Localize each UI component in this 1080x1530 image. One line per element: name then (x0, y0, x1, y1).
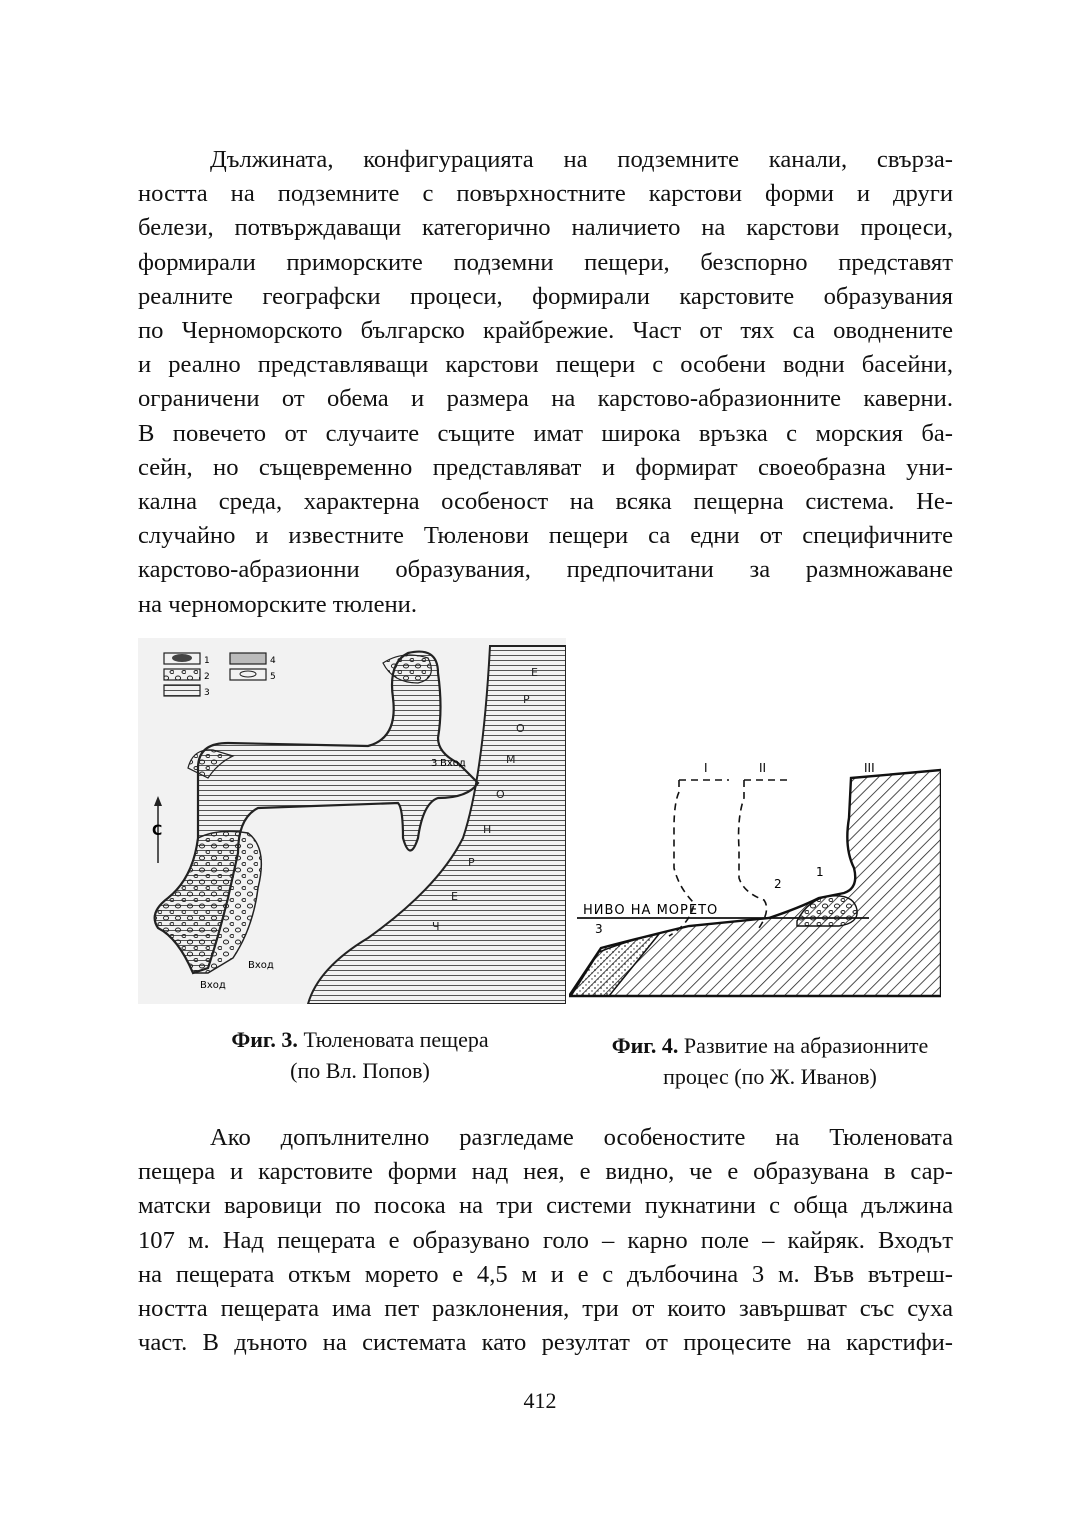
text-line: 107 м. Над пещерата е образувано голо – карно поле – кайряк. Входът (138, 1226, 953, 1254)
text-line: част. В дъното на системата като резултат от процесите на карстифи- (138, 1329, 953, 1357)
entrance-label: Вход (440, 758, 466, 769)
legend-label: 3 (204, 688, 210, 698)
sea-letter: М (506, 753, 516, 766)
label-3: 3 (595, 922, 603, 936)
legend-label: 4 (270, 656, 276, 666)
text-line: на пещерата откъм морето е 4,5 м и е с дълбочина 3 м. Във вътреш- (138, 1260, 953, 1288)
legend-label: 5 (270, 672, 276, 682)
north-label: С (152, 823, 163, 839)
text-line: кална среда, характерна особеност на всяка пещерна система. Не- (138, 488, 953, 516)
sea-letter: Ч (432, 920, 440, 933)
figure-3-caption (180, 1024, 540, 1086)
paragraph-2 (138, 1121, 953, 1360)
text-line: на черноморските тюлени. (138, 590, 417, 618)
sea-level-label: НИВО НА МОРЕТО (583, 903, 719, 918)
page-number: 412 (523, 1388, 557, 1413)
text-line: белези, потвърждаващи категорично наличието на карстови процеси, (138, 214, 953, 242)
sea-letter: Н (483, 823, 492, 836)
text-line: карстово-абразионни образувания, предпочитани за размножаване (138, 556, 953, 584)
profile-II (739, 780, 767, 928)
text-line: формирали приморските подземни пещери, безспорно представят (138, 248, 953, 276)
text-line: Дължината, конфигурацията на подземните канали, свърза- (210, 146, 953, 173)
sea-letter: О (516, 722, 525, 735)
figure-4-caption (570, 1030, 970, 1092)
text-line: пещера и карстовите форми над нея, е видно, че е образувана в сар- (138, 1158, 953, 1186)
sea-letter: Р (523, 693, 530, 706)
sea-letter: О (496, 788, 505, 801)
caption-text: (по Вл. Попов) (290, 1058, 430, 1083)
paragraph-1 (138, 143, 953, 622)
caption-label: Фиг. 3. (231, 1027, 298, 1052)
entrance-label: Вход (248, 960, 274, 971)
text-line: по Черноморското българско крайбрежие. Част от тях са оводнените (138, 317, 953, 345)
text-line: Ако допълнително разгледаме особеностите на Тюленовата (210, 1124, 953, 1151)
label-1: 1 (816, 865, 824, 879)
sea-letter: Е (531, 666, 538, 679)
label-2: 2 (774, 877, 782, 891)
sea-letter: Р (468, 856, 475, 869)
text-line: ността пещерата има пет разклонения, три от които завършват със суха (138, 1295, 953, 1323)
caption-text: Тюленовата пещера (303, 1027, 489, 1052)
caption-label: Фиг. 4. (611, 1033, 679, 1058)
text-line: ността на подземните с повърхностните карстови форми и други (138, 180, 953, 208)
label-III: III (864, 761, 875, 775)
sea-letter: Е (451, 890, 458, 903)
legend-label: 2 (204, 672, 210, 682)
figure-3-cave-map (138, 638, 566, 1004)
text-line: матски варовици по посока на три системи пукнатини с обща дължина (138, 1192, 953, 1220)
map-label-3: 3 (431, 758, 438, 769)
text-line: и реално представляващи карстови пещери с особени водни басейни, (138, 351, 953, 379)
text-line: случайно и известните Тюленови пещери са едни от специфичните (138, 522, 953, 550)
text-line: сейн, но същевременно представляват и формират своеобразна уни- (138, 453, 953, 481)
entrance-label: Вход (200, 980, 226, 991)
figure-4-abrasion-profile (569, 758, 941, 998)
deposit-1 (797, 896, 857, 926)
caption-text: Развитие на абразионните (683, 1033, 929, 1058)
text-line: В повечето от случаите същите имат широка връзка с морския ба- (138, 419, 953, 447)
caption-text: процес (по Ж. Иванов) (663, 1064, 877, 1089)
text-line: ограничени от обема и размера на карстово-абразионните каверни. (138, 385, 953, 413)
legend-label: 1 (204, 656, 210, 666)
text-line: реалните географски процеси, формирали карстовите образувания (138, 282, 953, 310)
label-II: II (759, 761, 767, 775)
label-I: I (704, 761, 708, 775)
